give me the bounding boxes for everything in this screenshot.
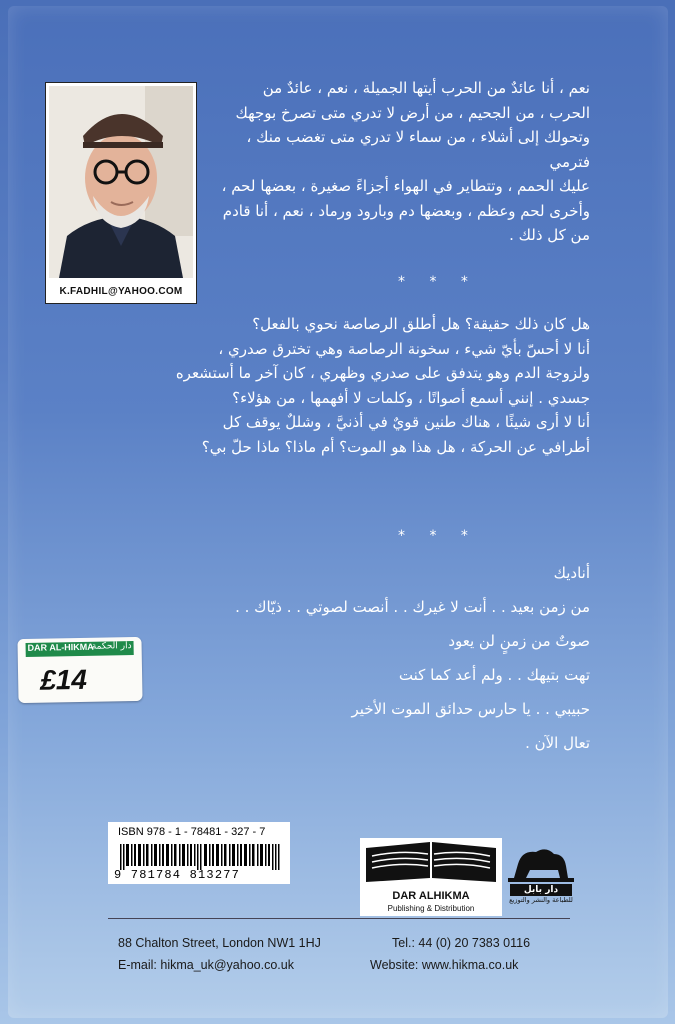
text-line: عليك الحمم ، وتتطاير في الهواء أجزاءً صغيرة ، بعضها لحم ،	[221, 177, 590, 195]
poem-line: تعال الآن .	[525, 734, 590, 752]
paragraph-2	[130, 312, 590, 459]
separator-stars: * * *	[398, 274, 478, 290]
price-label: £14	[39, 663, 88, 696]
text-line: أنا لا أحسّ بأيّ شيء ، سخونة الرصاصة وهي تخترق صدري ،	[218, 339, 590, 358]
paragraph-1	[220, 76, 590, 248]
publisher-email: E-mail: hikma_uk@yahoo.co.uk	[118, 958, 294, 972]
sticker-brand: DAR AL-HIKMA	[27, 641, 94, 653]
publisher-subtitle: Publishing & Distribution	[387, 904, 475, 913]
poem-block	[150, 556, 590, 760]
author-email: K.FADHIL@YAHOO.COM	[59, 286, 183, 297]
poem-line: حبيبي . . يا حارس حدائق الموت الأخير	[351, 700, 590, 718]
sticker-brand-arabic: دار الحكمة	[91, 641, 132, 652]
text-line: أطرافي عن الحركة ، هل هذا هو الموت؟ أم ماذا؟ ماذا حلّ بي؟	[201, 437, 590, 456]
text-line: هل كان ذلك حقيقة؟ هل أطلق الرصاصة نحوي بالفعل؟	[252, 315, 590, 333]
publisher-phone: Tel.: 44 (0) 20 7383 0116	[392, 936, 531, 950]
co-publisher-subtitle: للطباعة والنشر والتوزيع	[509, 896, 573, 904]
poem-line: صوتٌ من زمنٍ لن يعود	[448, 632, 590, 650]
author-portrait	[49, 86, 193, 278]
isbn-label: ISBN 978 - 1 - 78481 - 327 - 7	[118, 826, 266, 838]
text-line: الحرب ، من الجحيم ، من أرض لا تدري متى تصرخ بوجهك	[235, 103, 590, 122]
text-line: من كل ذلك .	[509, 226, 590, 244]
co-publisher-logo	[502, 842, 580, 908]
poem-line: أناديك	[553, 564, 590, 582]
separator-stars: * * *	[398, 528, 478, 544]
publisher-name: DAR ALHIKMA	[392, 890, 470, 902]
text-line: جسدي . إنني أسمع أصواتًا ، وكلمات لا أفهمها ، من هؤلاء؟	[232, 388, 590, 407]
price-sticker	[17, 637, 142, 703]
lion-icon	[502, 842, 580, 884]
text-line: وأخرى لحم وعظم ، وبعضها دم وبارود ورماد ، نعم ، أنا قادم	[222, 201, 590, 220]
open-book-icon	[360, 838, 502, 890]
text-line: ولزوجة الدم وهو يتدفق على صدري وظهري ، كان آخر ما أستشعره	[175, 364, 590, 382]
publisher-website: Website: www.hikma.co.uk	[370, 958, 519, 972]
footer-divider	[108, 918, 570, 919]
barcode-digits: 9 781784 813277	[114, 868, 241, 882]
barcode-bars	[120, 844, 280, 870]
publisher-address: 88 Chalton Street, London NW1 1HJ	[118, 936, 321, 950]
publisher-logo	[360, 838, 502, 916]
co-publisher-name: دار بابل	[510, 884, 572, 896]
text-line: أنا لا أرى شيئًا ، هناك طنين قويٌ في أذنيَّ ، وشللٌ يوقف كل	[222, 413, 590, 431]
barcode	[108, 822, 290, 884]
text-line: وتحولك إلى أشلاء ، من سماء لا تدري متى تغضب منك ، فترمي	[246, 128, 590, 171]
text-line: نعم ، أنا عائدٌ من الحرب أيتها الجميلة ، نعم ، عائدٌ من	[262, 79, 590, 97]
poem-line: من زمن بعيد . . أنت لا غيرك . . أنصت لصوتي . . ذيّاك . .	[235, 598, 590, 616]
author-photo-frame	[45, 82, 197, 304]
poem-line: تهت بتيهك . . ولم أعد كما كنت	[398, 666, 590, 684]
